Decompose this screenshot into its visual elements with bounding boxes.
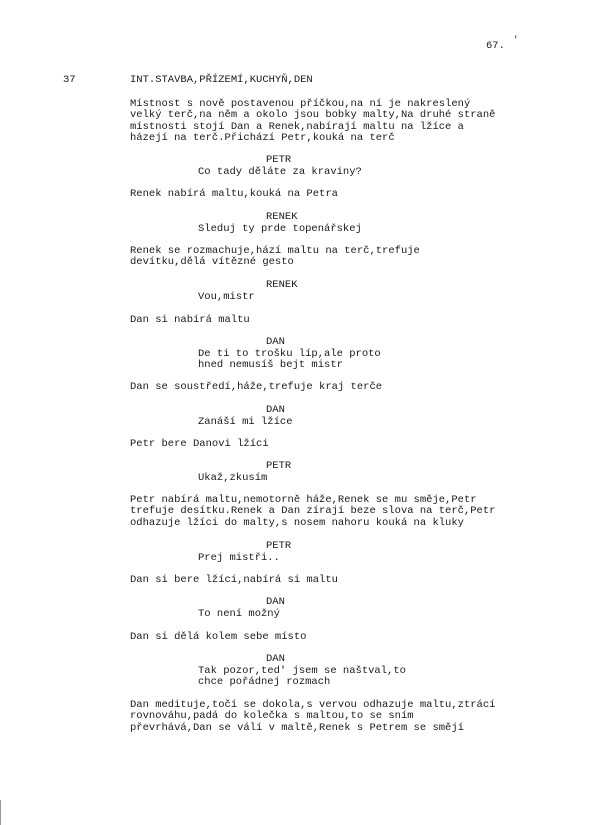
dialogue-line: Sleduj ty prde topenářskej	[198, 223, 362, 235]
action-line: Petr nabírá maltu,nemotorně háže,Renek se mu směje,Petr	[130, 494, 477, 506]
dialogue-line: Zanáší mi lžíce	[198, 416, 293, 428]
action-line: házejí na terč.Přichází Petr,kouká na terč	[130, 132, 395, 145]
dialogue-line: Prej mistři..	[198, 552, 280, 564]
dialogue-line: Ukaž,zkusím	[198, 472, 268, 484]
dialogue-line: De ti to trošku líp,ale proto	[198, 348, 381, 360]
action-line: Dan si bere lžíci,nabírá si maltu	[130, 574, 338, 586]
scene-heading: INT.STAVBA,PŘÍZEMÍ,KUCHYŇ,DEN	[130, 74, 313, 86]
action-line: rovnováhu,padá do kolečka s maltou,to se sním	[130, 710, 414, 723]
action-line: Dan si nabírá maltu	[130, 314, 250, 326]
action-line: velký terč,na něm a okolo jsou bobky malty,Na druhé straně	[130, 109, 496, 122]
scan-edge-mark	[0, 800, 1, 825]
character-name: DAN	[266, 653, 285, 665]
action-line: Dan si dělá kolem sebe místo	[130, 631, 307, 643]
character-name: DAN	[266, 404, 285, 416]
character-name: RENEK	[266, 211, 298, 223]
dialogue-line: Co tady děláte za kraviny?	[198, 166, 362, 178]
action-line: Místnost s nově postavenou příčkou,na ní je nakreslený	[130, 98, 471, 110]
character-name: PETR	[266, 154, 292, 166]
action-line: Petr bere Danovi lžíci	[130, 438, 269, 450]
action-line: Renek se rozmachuje,hází maltu na terč,trefuje	[130, 245, 420, 257]
scene-number: 37	[63, 74, 76, 86]
action-line: Renek nabírá maltu,kouká na Petra	[130, 188, 338, 200]
dialogue-line: Vou,mistr	[198, 291, 255, 303]
action-line: trefuje desítku.Renek a Dan zírají beze slova na terč,Petr	[130, 505, 496, 518]
dialogue-line: Tak pozor,ted' jsem se naštval,to	[198, 665, 406, 677]
dialogue-line: chce pořádnej rozmach	[198, 676, 331, 689]
character-name: PETR	[266, 540, 292, 552]
action-line: odhazuje lžíci do malty,s nosem nahoru kouká na kluky	[130, 516, 464, 529]
character-name: DAN	[266, 336, 285, 348]
action-line: Dan se soustředí,háže,trefuje kraj terče	[130, 381, 383, 393]
page-number: 67.	[486, 40, 505, 52]
action-line: devítku,dělá vítězné gesto	[130, 256, 294, 269]
character-name: PETR	[266, 460, 292, 472]
character-name: DAN	[266, 596, 285, 608]
character-name: RENEK	[266, 279, 298, 291]
action-line: Dan medituje,točí se dokola,s vervou odhazuje maltu,ztrácí	[130, 699, 496, 711]
action-line: převrhává,Dan se válí v maltě,Renek s Petrem se smějí	[130, 721, 464, 734]
dialogue-line: hned nemusíš bejt mistr	[198, 359, 343, 372]
corner-mark: '	[513, 35, 519, 45]
dialogue-line: To není možný	[198, 608, 280, 620]
action-line: místnosti stojí Dan a Renek,nabírají maltu na lžíce a	[130, 120, 464, 133]
